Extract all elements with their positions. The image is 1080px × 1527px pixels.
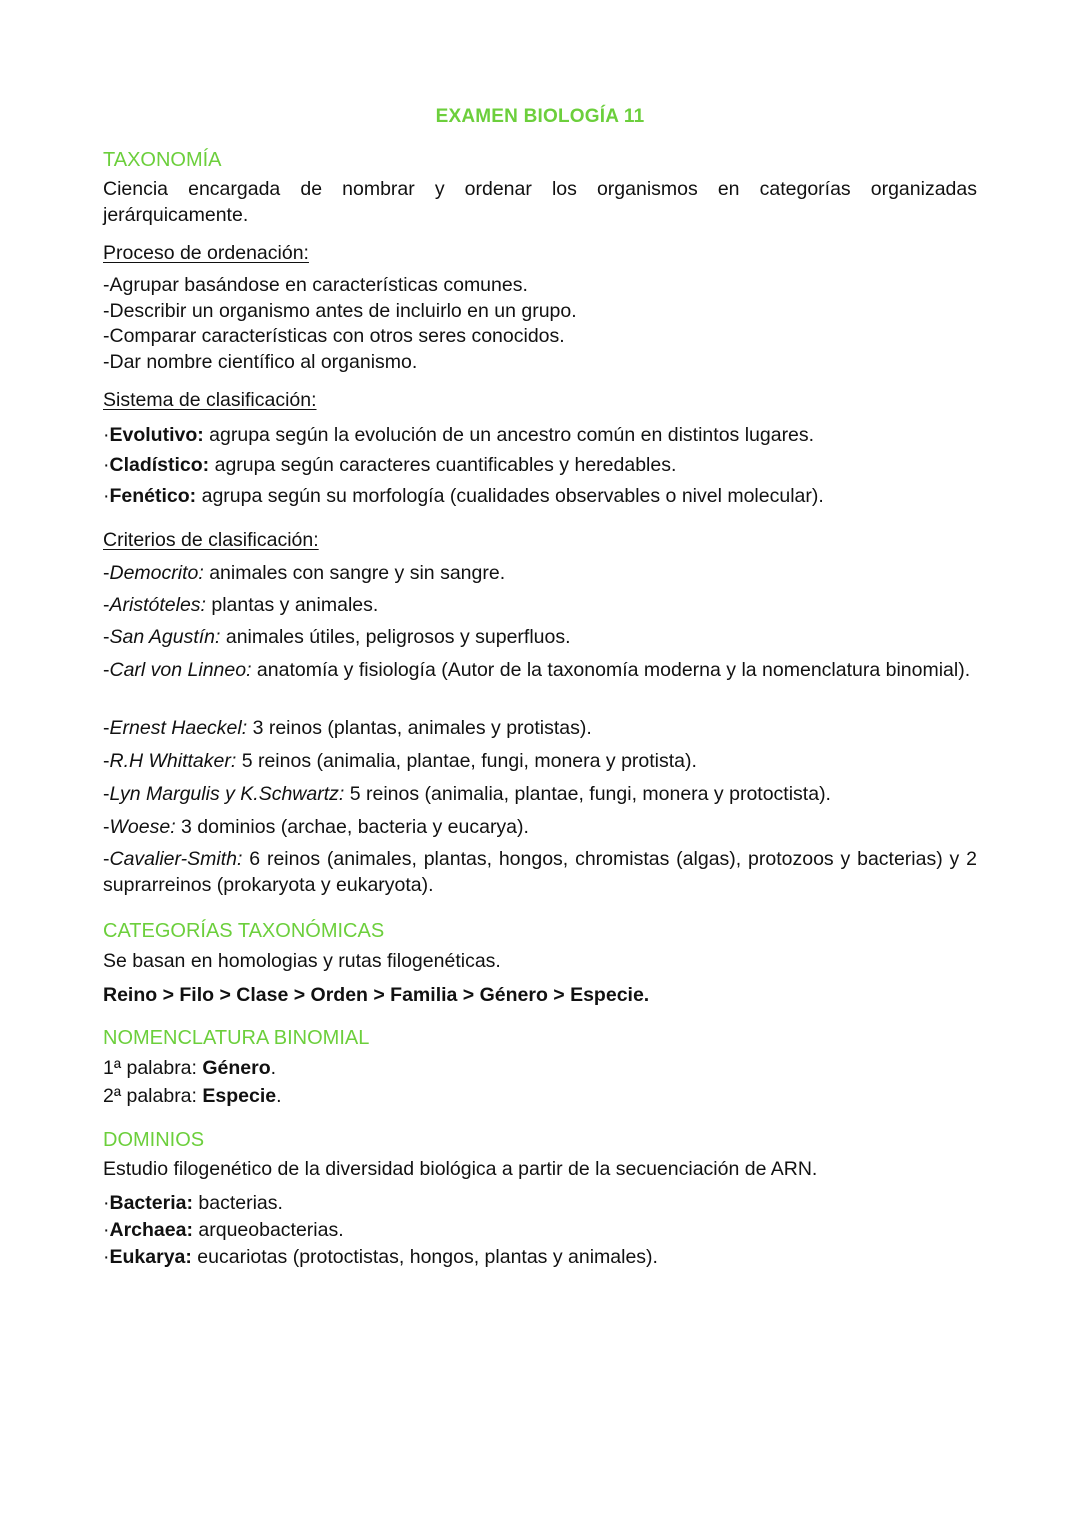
dominio-item: ·Archaea: arqueobacterias.: [103, 1219, 344, 1241]
sistema-item: ·Fenético: agrupa según su morfología (cualidades observables o nivel molecular).: [103, 485, 824, 507]
sistema-item: ·Evolutivo: agrupa según la evolución de un ancestro común en distintos lugares.: [103, 424, 815, 446]
criterio-item: -Carl von Linneo: anatomía y fisiología (Autor de la taxonomía moderna y la nomenclatura binomial).: [103, 659, 971, 681]
criterio-item: -San Agustín: animales útiles, peligrosos y superfluos.: [103, 626, 571, 648]
categorias-intro: Se basan en homologias y rutas filogenéticas.: [103, 950, 501, 972]
sistema-heading: Sistema de clasificación:: [103, 389, 317, 411]
author: Aristóteles:: [109, 594, 206, 616]
section-heading-nomenclatura: NOMENCLATURA BINOMIAL: [103, 1027, 370, 1049]
list-item: -Describir un organismo antes de incluirlo en un grupo.: [103, 299, 577, 322]
criterio-item: -R.H Whittaker: 5 reinos (animalia, plantae, fungi, monera y protista).: [103, 750, 697, 772]
dominios-intro: Estudio filogenético de la diversidad biológica a partir de la secuenciación de ARN.: [103, 1158, 818, 1180]
author: Carl von Linneo:: [109, 659, 252, 681]
author: Democrito:: [109, 562, 204, 584]
section-heading-categorias: CATEGORÍAS TAXONÓMICAS: [103, 920, 385, 942]
list-item: -Comparar características con otros seres conocidos.: [103, 325, 565, 347]
criterio-item: -Lyn Margulis y K.Schwartz: 5 reinos (animalia, plantae, fungi, monera y protoctista).: [103, 783, 831, 805]
criterio-item: -Democrito: animales con sangre y sin sangre.: [103, 562, 506, 584]
list-item: -Dar nombre científico al organismo.: [103, 350, 418, 373]
author: Woese:: [109, 816, 176, 838]
term: Bacteria:: [109, 1192, 193, 1214]
term: Eukarya:: [109, 1246, 192, 1268]
dominio-item: ·Eukarya: eucariotas (protoctistas, hongos, plantas y animales).: [103, 1246, 658, 1268]
author: Ernest Haeckel:: [109, 717, 248, 739]
proceso-list: [103, 273, 977, 375]
taxonomic-hierarchy: Reino > Filo > Clase > Orden > Familia > Género > Especie.: [103, 984, 650, 1006]
criterio-item: -Aristóteles: plantas y animales.: [103, 594, 379, 616]
author: Cavalier-Smith:: [109, 848, 243, 870]
term: Cladístico:: [109, 454, 210, 476]
document-title: EXAMEN BIOLOGÍA 11: [435, 106, 645, 127]
dominio-item: ·Bacteria: bacterias.: [103, 1192, 283, 1214]
criterio-item: -Cavalier-Smith: 6 reinos (animales, plantas, hongos, chromistas (algas), protozoos y bacterias) y 2 suprarreinos (prokaryota y eukaryota).: [103, 848, 977, 896]
term: Fenético:: [109, 485, 197, 507]
sistema-item: ·Cladístico: agrupa según caracteres cuantificables y heredables.: [103, 454, 677, 476]
proceso-heading: Proceso de ordenación:: [103, 242, 309, 264]
criterio-item: -Woese: 3 dominios (archae, bacteria y eucarya).: [103, 816, 529, 838]
author: Lyn Margulis y K.Schwartz:: [109, 783, 345, 805]
section-heading-taxonomia: TAXONOMÍA: [103, 149, 222, 171]
author: R.H Whittaker:: [109, 750, 237, 772]
section-heading-dominios: DOMINIOS: [103, 1129, 205, 1151]
list-item: -Agrupar basándose en características comunes.: [103, 274, 528, 296]
taxonomia-intro: Ciencia encargada de nombrar y ordenar los organismos en categorías organizadas jerárquicamente.: [103, 178, 977, 226]
term: Evolutivo:: [109, 424, 204, 446]
author: San Agustín:: [109, 626, 221, 648]
criterio-item: -Ernest Haeckel: 3 reinos (plantas, animales y protistas).: [103, 717, 592, 739]
nomenclatura-line: 1ª palabra: Género.: [103, 1057, 277, 1079]
criterios-heading: Criterios de clasificación:: [103, 529, 319, 551]
nomenclatura-line: 2ª palabra: Especie.: [103, 1085, 282, 1107]
term: Archaea:: [109, 1219, 193, 1241]
